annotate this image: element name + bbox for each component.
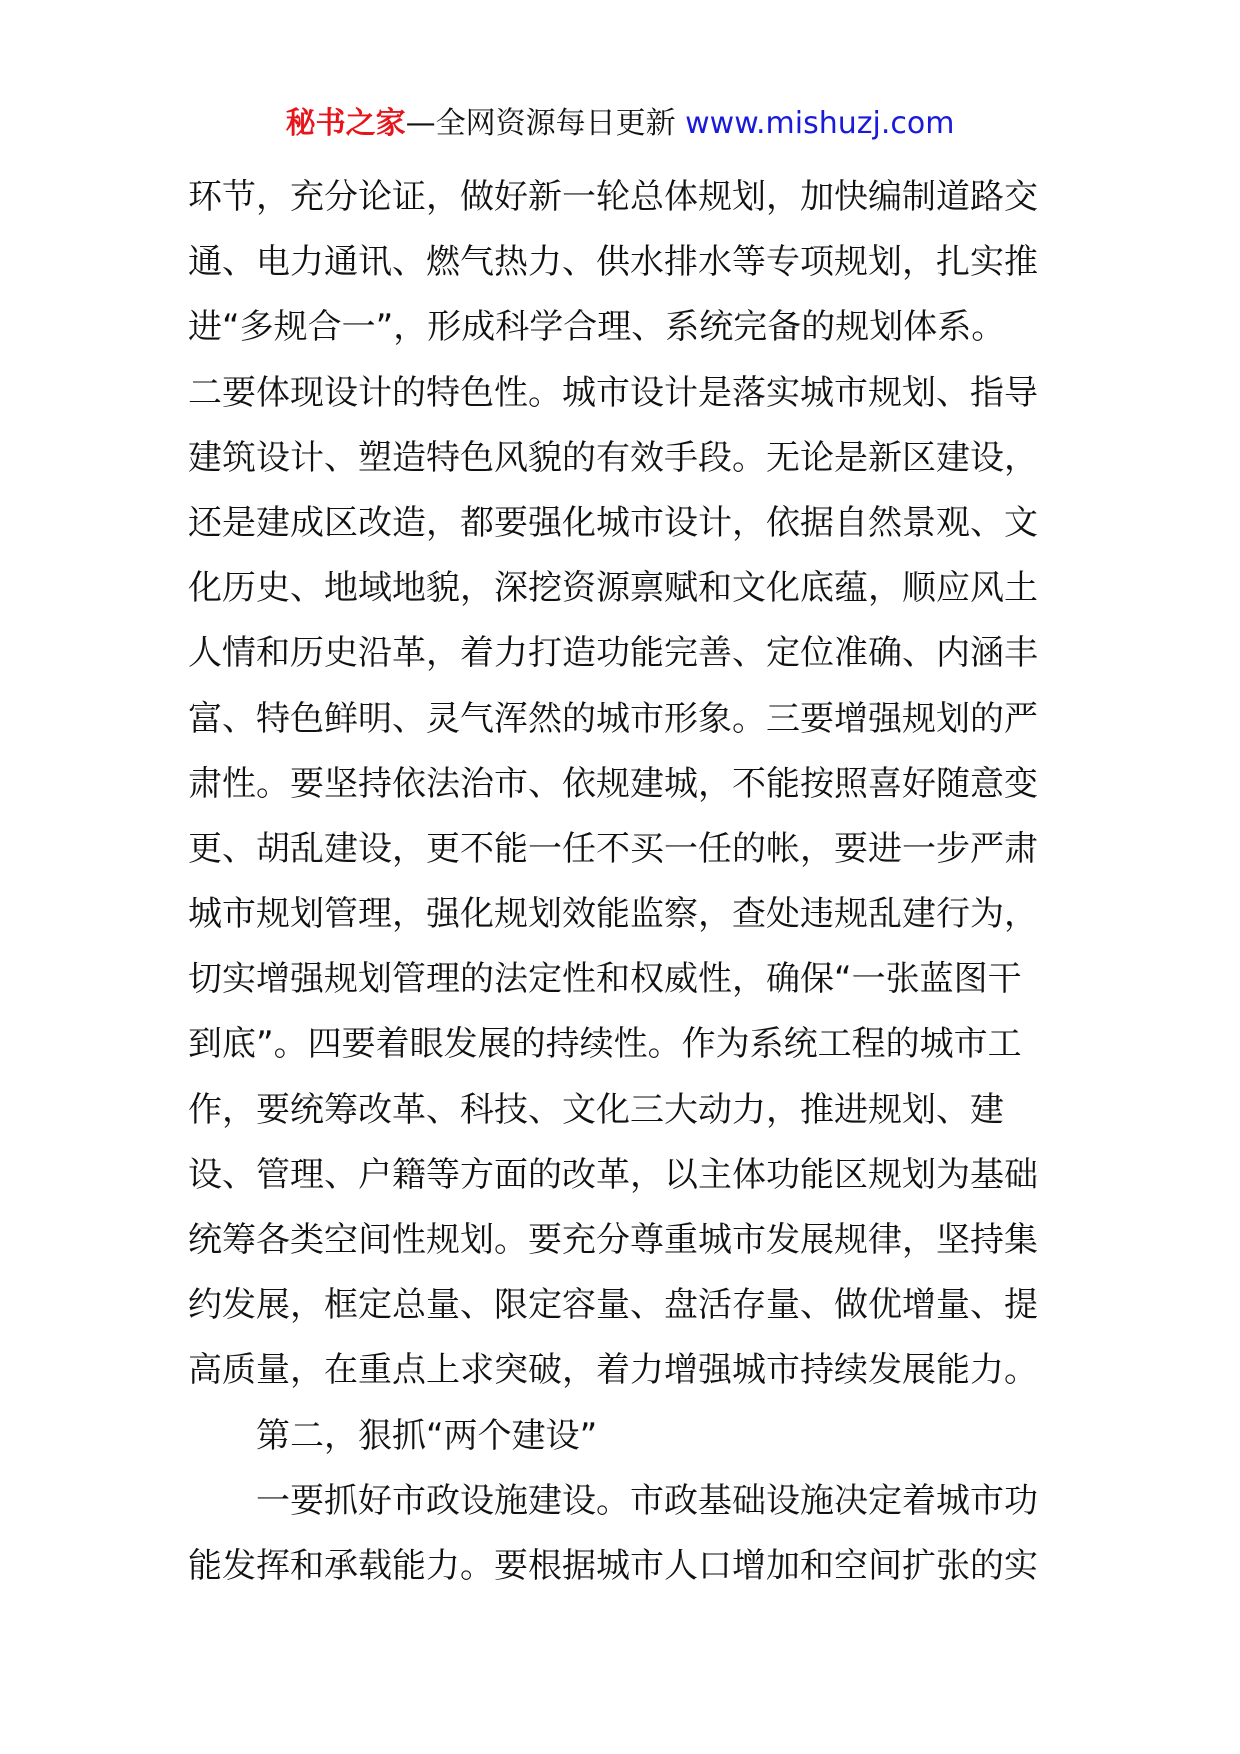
site-brand: 秘书之家 (285, 106, 406, 141)
document-body (188, 165, 1058, 1599)
paragraph-line: 一要抓好市政设施建设。市政基础设施决定着城市功 (256, 1480, 1038, 1521)
site-url-link[interactable]: www.mishuzj.com (685, 106, 955, 141)
site-header (0, 104, 1240, 144)
site-tagline: —全网资源每日更新 (405, 106, 686, 141)
paragraph-line: 化历史、地域地貌，深挖资源禀赋和文化底蕴，顺应风土 (188, 568, 1038, 609)
paragraph-line: 二要体现设计的特色性。城市设计是落实城市规划、指导 (188, 372, 1038, 413)
paragraph-line: 肃性。要坚持依法治市、依规建城，不能按照喜好随意变 (188, 763, 1038, 804)
paragraph-line: 到底”。四要着眼发展的持续性。作为系统工程的城市工 (188, 1024, 1022, 1065)
paragraph-line: 能发挥和承载能力。要根据城市人口增加和空间扩张的实 (188, 1545, 1038, 1586)
paragraph-line: 作，要统筹改革、科技、文化三大动力，推进规划、建 (188, 1089, 1004, 1130)
paragraph-line: 切实增强规划管理的法定性和权威性，确保“一张蓝图干 (188, 959, 1022, 1000)
paragraph-line: 统筹各类空间性规划。要充分尊重城市发展规律，坚持集 (188, 1220, 1038, 1260)
paragraph-line: 进“多规合一”，形成科学合理、系统完备的规划体系。 (188, 307, 1006, 348)
paragraph-line: 更、胡乱建设，更不能一任不买一任的帐，要进一步严肃 (188, 828, 1038, 869)
section-heading: 第二，狠抓“两个建设” (256, 1415, 598, 1456)
paragraph-line: 富、特色鲜明、灵气浑然的城市形象。三要增强规划的严 (188, 698, 1038, 739)
paragraph-line: 建筑设计、塑造特色风貌的有效手段。无论是新区建设， (188, 437, 1038, 478)
paragraph-line: 设、管理、户籍等方面的改革，以主体功能区规划为基础 (188, 1154, 1038, 1195)
paragraph-line: 高质量，在重点上求突破，着力增强城市持续发展能力。 (188, 1350, 1038, 1391)
paragraph-line: 环节，充分论证，做好新一轮总体规划，加快编制道路交 (188, 177, 1038, 217)
paragraph-line: 人情和历史沿革，着力打造功能完善、定位准确、内涵丰 (188, 633, 1038, 674)
paragraph-line: 还是建成区改造，都要强化城市设计，依据自然景观、文 (188, 502, 1038, 543)
paragraph-line: 通、电力通讯、燃气热力、供水排水等专项规划，扎实推 (188, 242, 1038, 283)
paragraph-line: 城市规划管理，强化规划效能监察，查处违规乱建行为， (188, 894, 1038, 935)
paragraph-line: 约发展，框定总量、限定容量、盘活存量、做优增量、提 (188, 1285, 1038, 1326)
